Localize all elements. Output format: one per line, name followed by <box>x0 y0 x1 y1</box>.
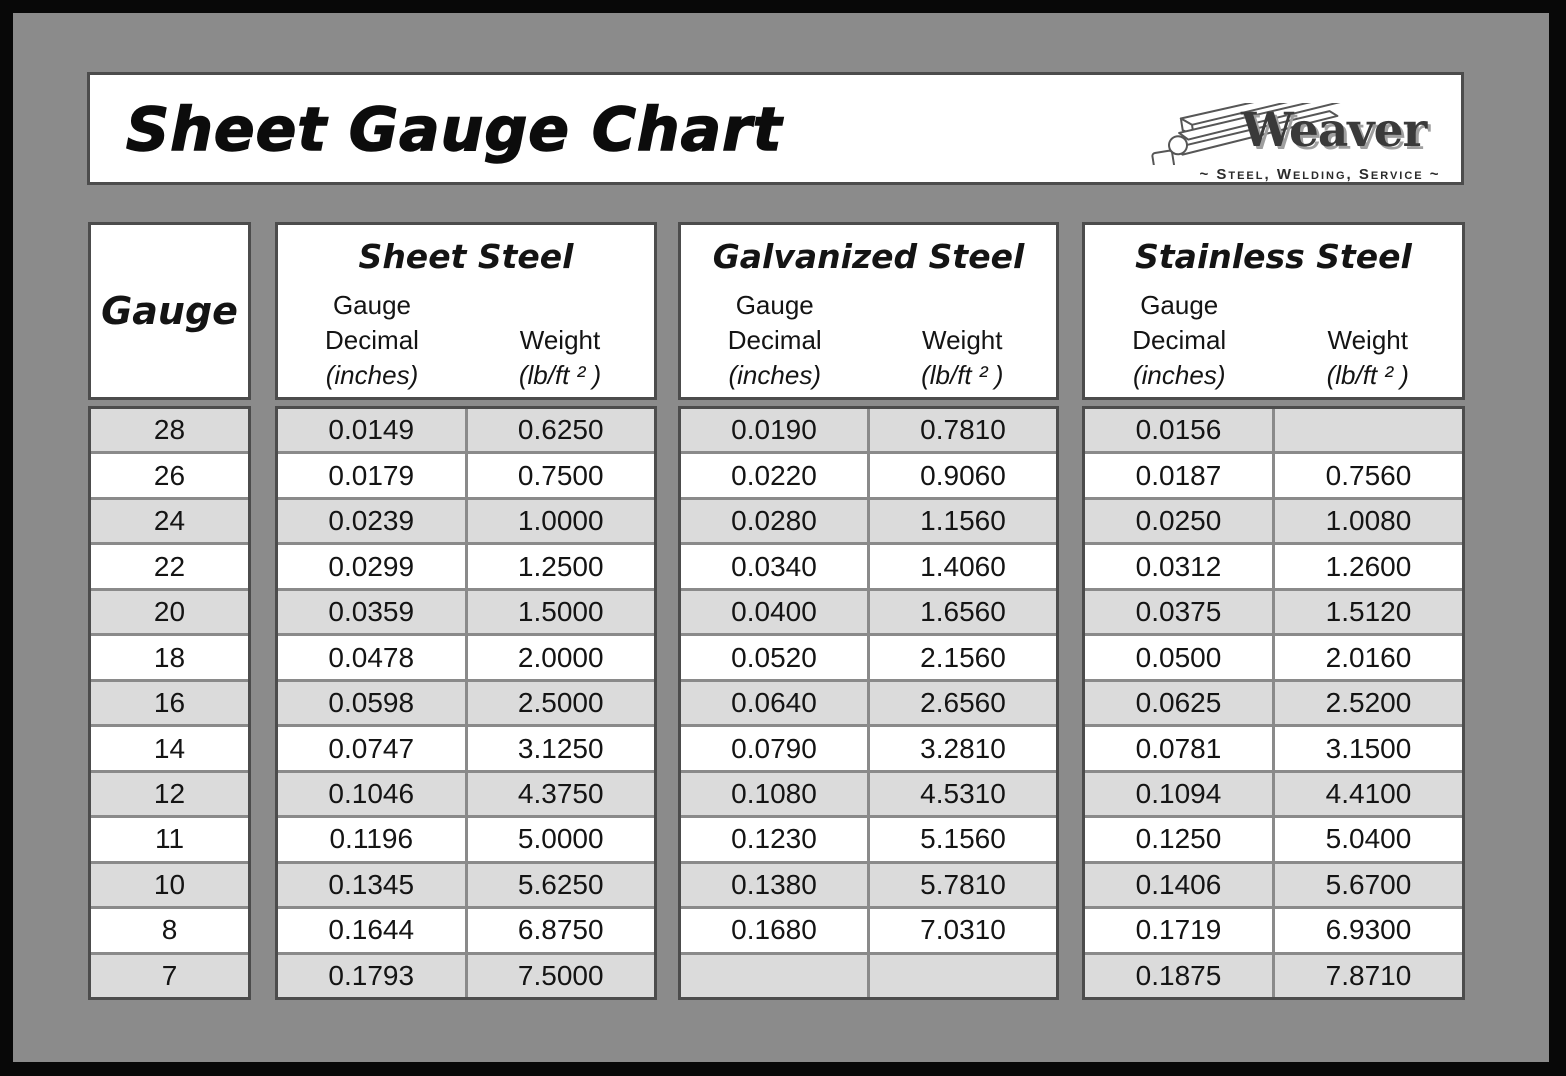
table-cell: 20 <box>153 596 186 628</box>
section-title-sheet-steel: Sheet Steel <box>358 237 574 276</box>
table-cell: 1.1560 <box>867 500 1056 542</box>
table-cell: 5.6250 <box>465 864 655 906</box>
table-cell: 26 <box>153 459 186 491</box>
table-cell: 1.2500 <box>465 545 655 587</box>
table-cell: 0.0500 <box>1135 641 1222 673</box>
table-cell: 0.0312 <box>1135 550 1222 582</box>
table-row <box>1085 588 1462 633</box>
table-cell: 0.1719 <box>1135 914 1222 946</box>
page-title: Sheet Gauge Chart <box>126 95 783 165</box>
table-row <box>91 497 248 542</box>
table-cell: 0.0190 <box>731 414 817 446</box>
table-cell: 7.5000 <box>465 955 655 997</box>
table-cell: 11 <box>154 823 185 855</box>
table-cell: 0.1644 <box>328 914 415 946</box>
decimal-header-line1: Gauge <box>1140 290 1219 320</box>
table-cell: 4.4100 <box>1272 773 1462 815</box>
table-cell: 0.6250 <box>465 409 655 451</box>
table-cell: 1.4060 <box>867 545 1056 587</box>
table-row <box>278 409 654 451</box>
weight-header-spacer <box>466 288 654 323</box>
table-cell: 22 <box>153 550 186 582</box>
table-cell: 28 <box>153 414 186 446</box>
stainless-steel-header <box>1082 222 1465 400</box>
weight-header-spacer <box>1274 288 1463 323</box>
table-row <box>278 542 654 587</box>
table-cell: 5.1560 <box>867 818 1056 860</box>
table-cell: 14 <box>153 732 186 764</box>
table-cell: 0.1230 <box>731 823 817 855</box>
sheet-steel-subheaders <box>278 288 654 393</box>
table-cell: 0.0299 <box>328 550 415 582</box>
table-cell: 1.0080 <box>1272 500 1462 542</box>
decimal-header-units: (inches) <box>1133 360 1226 390</box>
table-cell: 8 <box>161 914 178 946</box>
table-cell: 3.2810 <box>867 727 1056 769</box>
table-cell: 5.0000 <box>465 818 655 860</box>
table-row <box>1085 770 1462 815</box>
table-cell: 2.5000 <box>465 682 655 724</box>
table-cell: 0.1080 <box>731 777 817 809</box>
table-row <box>681 409 1056 451</box>
table-cell: 16 <box>153 687 186 719</box>
table-row <box>681 861 1056 906</box>
table-row <box>681 588 1056 633</box>
gauge-column-label: Gauge <box>101 289 238 333</box>
table-cell: 1.6560 <box>867 591 1056 633</box>
table-row <box>278 451 654 496</box>
table-row <box>91 633 248 678</box>
table-cell: 12 <box>153 777 186 809</box>
table-row <box>1085 861 1462 906</box>
table-cell: 0.0625 <box>1135 687 1222 719</box>
table-row <box>681 497 1056 542</box>
table-row <box>278 633 654 678</box>
weight-column-header <box>869 288 1057 393</box>
table-cell: 0.1793 <box>328 959 415 991</box>
decimal-column-header <box>681 288 869 393</box>
table-cell: 2.1560 <box>867 636 1056 678</box>
stainless-steel-table <box>1082 406 1465 1000</box>
weight-column-header <box>466 288 654 393</box>
table-cell: 0.1875 <box>1135 959 1222 991</box>
table-cell: 2.0000 <box>465 636 655 678</box>
section-title-galvanized-steel: Galvanized Steel <box>712 237 1025 276</box>
weight-header-line1: Weight <box>519 325 601 355</box>
weight-column-header <box>1274 288 1463 393</box>
decimal-header-units: (inches) <box>325 360 419 390</box>
table-cell: 0.0359 <box>328 596 415 628</box>
table-cell: 0.0149 <box>328 414 415 446</box>
table-row <box>278 724 654 769</box>
logo-tagline: ~ Steel, Welding, Service ~ <box>1199 166 1441 183</box>
table-cell: 0.7560 <box>1272 454 1462 496</box>
table-row <box>91 724 248 769</box>
table-row <box>1085 409 1462 451</box>
gauge-number-table <box>88 406 251 1000</box>
table-cell: 0.0478 <box>328 641 415 673</box>
weight-header-spacer <box>869 288 1057 323</box>
table-cell: 3.1250 <box>465 727 655 769</box>
table-row <box>1085 952 1462 997</box>
galvanized-steel-header <box>678 222 1059 400</box>
table-cell: 0.0250 <box>1135 505 1222 537</box>
table-cell: 18 <box>153 641 186 673</box>
table-row <box>681 770 1056 815</box>
table-cell: 5.0400 <box>1272 818 1462 860</box>
decimal-header-units: (inches) <box>728 360 821 390</box>
table-row <box>278 906 654 951</box>
table-cell: 0.0375 <box>1135 596 1222 628</box>
table-row <box>681 679 1056 724</box>
table-cell: 0.7810 <box>867 409 1056 451</box>
table-cell: 24 <box>153 505 186 537</box>
table-row <box>681 724 1056 769</box>
table-cell: 7.8710 <box>1272 955 1462 997</box>
table-row <box>1085 633 1462 678</box>
table-row <box>681 815 1056 860</box>
weaver-logo <box>1145 101 1447 183</box>
table-cell: 3.1500 <box>1272 727 1462 769</box>
table-row <box>278 815 654 860</box>
table-cell: 7 <box>161 959 178 991</box>
table-row <box>1085 451 1462 496</box>
decimal-column-header <box>278 288 466 393</box>
table-cell: 0.0239 <box>328 505 415 537</box>
table-cell: 1.5120 <box>1272 591 1462 633</box>
table-cell: 0.0179 <box>328 459 415 491</box>
decimal-header-line2: Decimal <box>325 325 419 355</box>
table-cell: 2.5200 <box>1272 682 1462 724</box>
decimal-header-line2: Decimal <box>727 325 822 355</box>
table-row <box>1085 679 1462 724</box>
weight-header-line1: Weight <box>922 325 1003 355</box>
table-row <box>278 861 654 906</box>
table-row <box>278 497 654 542</box>
table-row <box>278 679 654 724</box>
table-cell <box>867 955 1056 997</box>
table-cell: 0.1680 <box>731 914 817 946</box>
table-cell: 0.0640 <box>731 687 817 719</box>
table-cell: 0.0400 <box>731 596 817 628</box>
decimal-header-line1: Gauge <box>735 290 814 320</box>
table-row <box>681 952 1056 997</box>
table-cell: 0.1196 <box>329 823 414 855</box>
table-cell: 0.0340 <box>731 550 817 582</box>
table-row <box>1085 497 1462 542</box>
table-cell: 10 <box>153 868 186 900</box>
table-cell: 0.7500 <box>465 454 655 496</box>
table-row <box>681 906 1056 951</box>
table-row <box>91 451 248 496</box>
table-cell: 0.0280 <box>731 505 817 537</box>
table-cell: 0.0598 <box>328 687 415 719</box>
galvanized-steel-subheaders <box>681 288 1056 393</box>
logo-wordmark: Weaver <box>1241 103 1427 158</box>
table-row <box>1085 542 1462 587</box>
table-cell: 0.0790 <box>731 732 817 764</box>
table-cell: 4.5310 <box>867 773 1056 815</box>
table-cell: 1.5000 <box>465 591 655 633</box>
decimal-header-line2: Decimal <box>1132 325 1227 355</box>
table-row <box>681 451 1056 496</box>
table-cell: 2.6560 <box>867 682 1056 724</box>
table-row <box>278 770 654 815</box>
stainless-steel-subheaders <box>1085 288 1462 393</box>
galvanized-steel-table <box>678 406 1059 1000</box>
table-cell <box>681 955 867 997</box>
table-cell: 0.1046 <box>328 777 415 809</box>
table-cell: 7.0310 <box>867 909 1056 951</box>
table-cell: 0.9060 <box>867 454 1056 496</box>
table-cell: 0.0747 <box>328 732 415 764</box>
table-cell <box>1272 409 1462 451</box>
table-row <box>91 588 248 633</box>
table-row <box>681 633 1056 678</box>
table-cell: 0.0156 <box>1135 414 1222 446</box>
table-cell: 6.8750 <box>465 909 655 951</box>
decimal-column-header <box>1085 288 1274 393</box>
table-cell: 0.0187 <box>1135 459 1222 491</box>
table-row <box>91 861 248 906</box>
table-row <box>278 588 654 633</box>
table-row <box>91 906 248 951</box>
table-row <box>278 952 654 997</box>
weight-header-line1: Weight <box>1327 325 1408 355</box>
table-cell: 0.1094 <box>1135 777 1222 809</box>
table-cell: 1.2600 <box>1272 545 1462 587</box>
table-row <box>91 815 248 860</box>
table-cell: 0.1380 <box>731 868 817 900</box>
table-row <box>1085 724 1462 769</box>
weight-header-units: (lb/ft ² ) <box>921 360 1004 390</box>
table-cell: 4.3750 <box>465 773 655 815</box>
table-row <box>1085 815 1462 860</box>
table-cell: 0.0520 <box>731 641 817 673</box>
table-row <box>91 409 248 451</box>
table-cell: 0.1250 <box>1135 823 1222 855</box>
table-cell: 2.0160 <box>1272 636 1462 678</box>
section-title-stainless-steel: Stainless Steel <box>1135 237 1412 276</box>
table-cell: 0.1406 <box>1135 868 1222 900</box>
decimal-header-line1: Gauge <box>332 290 412 320</box>
table-cell: 5.7810 <box>867 864 1056 906</box>
weight-header-units: (lb/ft ² ) <box>518 360 602 390</box>
table-row <box>1085 906 1462 951</box>
header-band <box>87 72 1464 185</box>
table-cell: 1.0000 <box>465 500 655 542</box>
table-row <box>681 542 1056 587</box>
table-row <box>91 770 248 815</box>
table-cell: 0.0220 <box>731 459 817 491</box>
sheet-steel-table <box>275 406 657 1000</box>
table-row <box>91 679 248 724</box>
gauge-column-header <box>88 222 251 400</box>
sheet-steel-header <box>275 222 657 400</box>
table-cell: 0.1345 <box>328 868 415 900</box>
table-cell: 6.9300 <box>1272 909 1462 951</box>
table-cell: 5.6700 <box>1272 864 1462 906</box>
table-row <box>91 542 248 587</box>
weight-header-units: (lb/ft ² ) <box>1326 360 1409 390</box>
table-cell: 0.0781 <box>1135 732 1222 764</box>
table-row <box>91 952 248 997</box>
